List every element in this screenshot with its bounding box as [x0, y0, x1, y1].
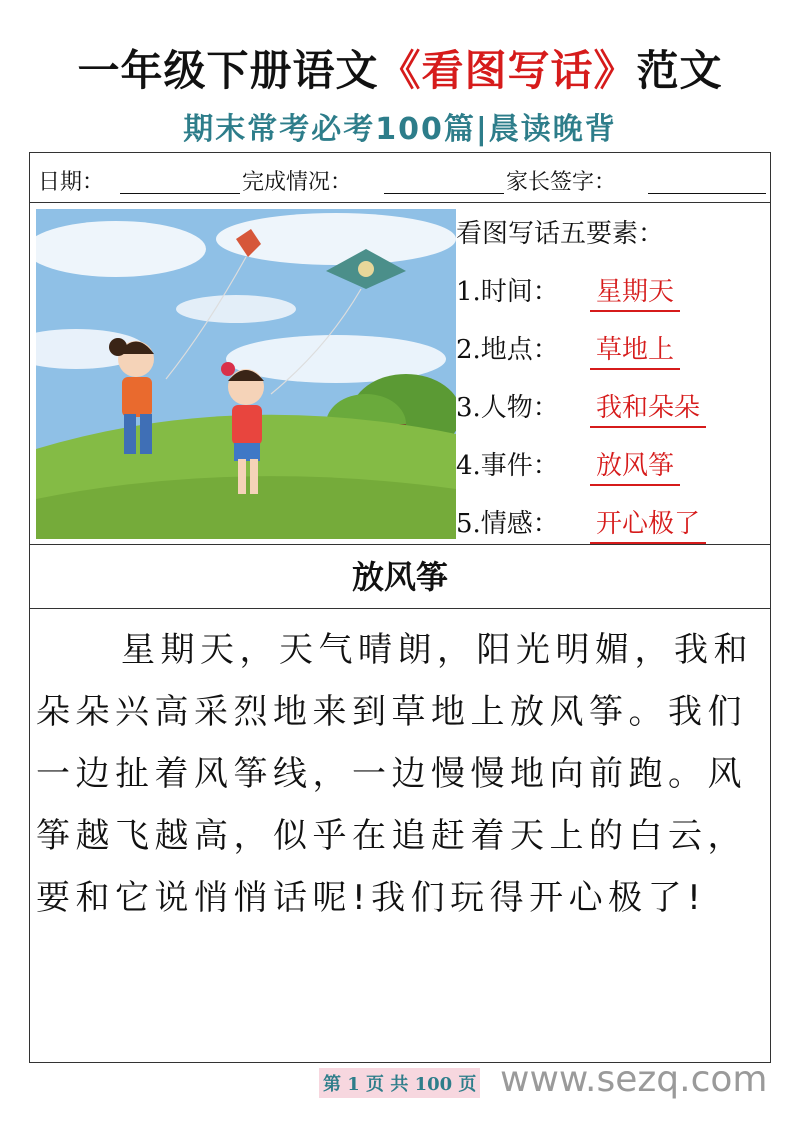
element-answer: 草地上	[590, 329, 680, 370]
essay-body: 星期天，天气晴朗，阳光明媚，我和朵朵兴高采烈地来到草地上放风筝。我们一边扯着风筝线，一边慢慢地向前跑。风筝越飞越高，似乎在追赶着天上的白云，要和它说悄悄话呢!我们玩得开心极了!	[36, 630, 753, 918]
essay-title: 放风筝	[30, 545, 770, 609]
element-item	[456, 329, 675, 366]
title-highlight: 《看图写话》	[378, 46, 637, 95]
parent-sign-field[interactable]	[648, 193, 766, 194]
five-elements-heading: 看图写话五要素：	[456, 219, 665, 249]
element-answer: 放风筝	[590, 445, 680, 486]
title-suffix: 范文	[636, 46, 723, 95]
element-label: 5.情感：	[456, 509, 559, 539]
watermark: www.sezq.com	[500, 1059, 768, 1100]
element-answer: 星期天	[590, 271, 680, 312]
date-label: 日期：	[38, 170, 105, 195]
element-item	[456, 503, 701, 540]
element-label: 2.地点：	[456, 335, 559, 365]
element-answer: 开心极了	[590, 503, 706, 544]
title-prefix: 一年级下册语文	[77, 46, 379, 95]
element-answer: 我和朵朵	[590, 387, 706, 428]
kite-illustration	[36, 209, 456, 539]
element-item	[456, 271, 675, 308]
completion-label: 完成情况：	[242, 170, 353, 195]
parent-sign-label: 家长签字：	[506, 170, 617, 195]
element-item	[456, 445, 675, 482]
page-subtitle: 期末常考必考100篇|晨读晚背	[183, 112, 617, 147]
element-label: 3.人物：	[456, 393, 559, 423]
completion-field[interactable]	[384, 193, 504, 194]
element-label: 1.时间：	[456, 277, 559, 307]
date-field[interactable]	[120, 193, 240, 194]
picture-row	[30, 203, 770, 545]
worksheet	[29, 152, 771, 1063]
info-row	[30, 153, 770, 203]
element-label: 4.事件：	[456, 451, 559, 481]
element-item	[456, 387, 701, 424]
page-title	[0, 38, 800, 98]
page-number: 第 1 页 共 100 页	[319, 1068, 480, 1098]
